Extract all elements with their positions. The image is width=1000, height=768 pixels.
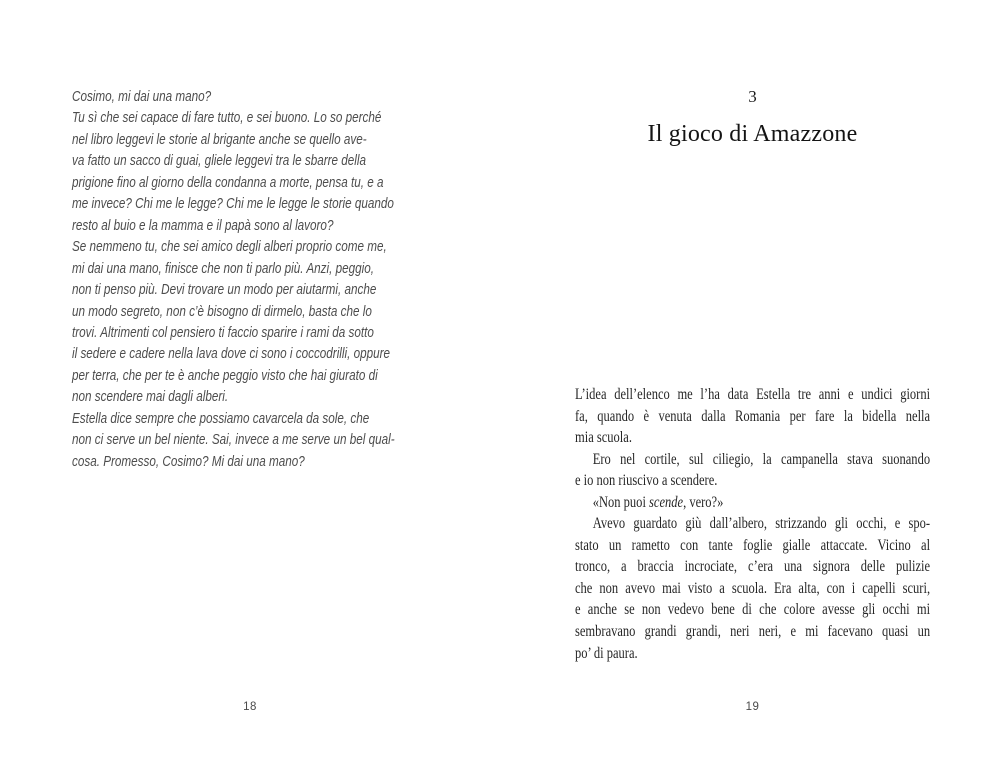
chapter-body [575,384,930,664]
letter-line: trovi. Altrimenti col pensiero ti faccio sparire i rami da sotto [72,323,374,341]
letter-line: cosa. Promesso, Cosimo? Mi dai una mano? [72,452,305,470]
body-line: e io non riuscivo a scendere. [575,472,718,490]
letter-line: Estella dice sempre che possiamo cavarcela da sole, che [72,409,370,427]
letter-line: nel libro leggevi le storie al brigante anche se quello ave- [72,130,367,148]
letter-line: non scendere mai dagli alberi. [72,388,229,406]
letter-line: un modo segreto, non c’è bisogno di dirmelo, basta che lo [72,302,372,320]
letter-line: va fatto un sacco di guai, gliele leggevi tra le sbarre della [72,152,366,170]
letter-line: non ci serve un bel niente. Sai, invece a me serve un bel qual- [72,431,395,449]
body-line: che non avevo mai visto a scuola. Era alta, con i capelli scuri, [575,579,931,597]
letter-line: il sedere e cadere nella lava dove ci sono i coccodrilli, oppure [72,345,391,363]
chapter-title: Il gioco di Amazzone [647,121,858,147]
page-number-left: 18 [243,701,257,713]
body-line: «Non puoi scende, vero?» [592,493,724,511]
letter-line: prigione fino al giorno della condanna a morte, pensa tu, e a [72,173,384,191]
letter-text [72,86,432,472]
body-line: e anche se non vedevo bene di che colore avesse gli occhi mi [575,601,931,619]
body-line: stato un rametto con tante foglie gialle attaccate. Vicino al [575,536,931,554]
body-line: mia scuola. [575,429,632,447]
letter-line: Se nemmeno tu, che sei amico degli alberi proprio come me, [72,238,387,256]
letter-line: non ti penso più. Devi trovare un modo per aiutarmi, anche [72,281,377,299]
page-number-right: 19 [745,701,760,713]
letter-line: Tu sì che sei capace di fare tutto, e sei buono. Lo so perché [72,109,382,127]
body-line: po’ di paura. [575,644,638,662]
letter-line: per terra, che per te è anche peggio visto che hai giurato di [72,366,378,384]
letter-line: resto al buio e la mamma e il papà sono al lavoro? [72,216,334,234]
body-line: L’idea dell’elenco me l’ha data Estella tre anni e undici giorni [575,386,931,403]
body-line: sembravano grandi grandi, neri neri, e mi facevano quasi un [575,623,931,641]
letter-line: Cosimo, mi dai una mano? [72,88,212,105]
body-line: Ero nel cortile, sul ciliegio, la campanella stava suonando [592,450,931,468]
letter-line: me invece? Chi me le legge? Chi me le legge le storie quando [72,195,394,213]
body-line: fa, quando è venuta dalla Romania per fare la bidella nella [575,407,931,425]
body-line: tronco, a braccia incrociate, c’era una signora delle pulizie [575,558,931,576]
letter-line: mi dai una mano, finisce che non ti parlo più. Anzi, peggio, [72,259,375,277]
body-line: Avevo guardato giù dall’albero, strizzando gli occhi, e spo- [592,515,931,533]
chapter-number: 3 [748,87,757,106]
